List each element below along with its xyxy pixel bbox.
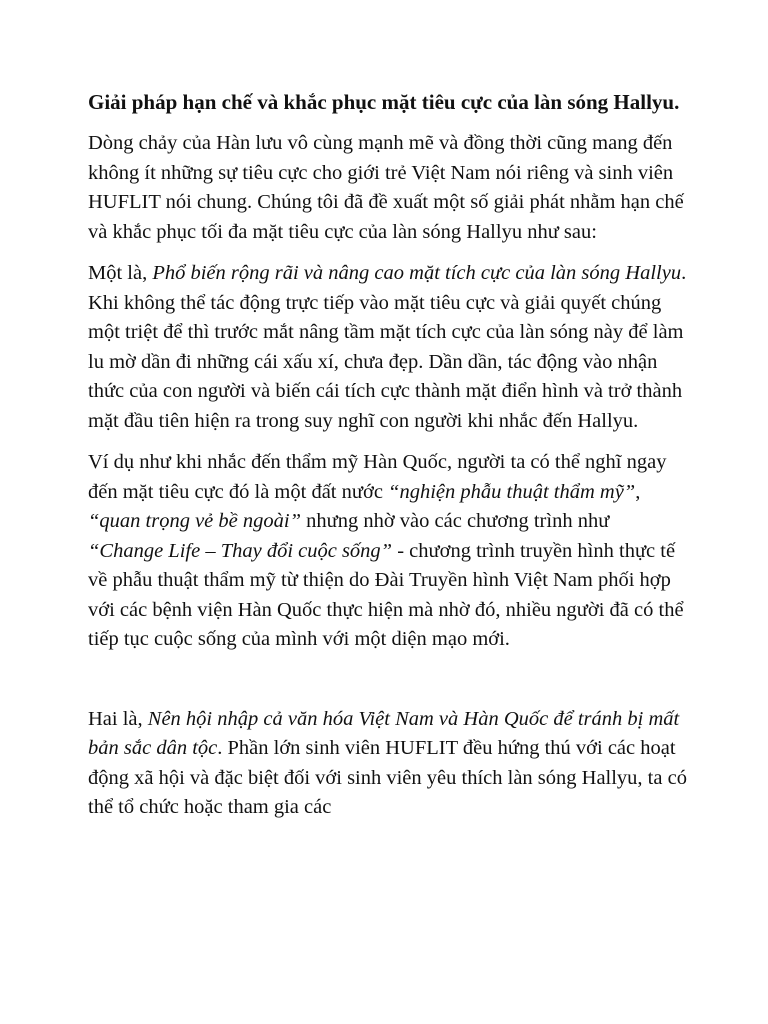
point-one-lead: Một là, bbox=[88, 262, 153, 284]
point-two-body: . Phần lớn sinh viên HUFLIT đều hứng thú với các hoạt động xã hội và đặc biệt đối với sinh viên yêu thích làn sóng Hallyu, ta có thể tổ chức hoặc tham gia các bbox=[88, 737, 687, 818]
intro-paragraph: Dòng chảy của Hàn lưu vô cùng mạnh mẽ và đồng thời cũng mang đến không ít những sự tiêu cực cho giới trẻ Việt Nam nói riêng và sinh viên HUFLIT nói chung. Chúng tôi đã đề xuất một số giải phát nhằm hạn chế và khắc phục tối đa mặt tiêu cực của làn sóng Hallyu như sau: bbox=[88, 132, 684, 243]
point-one-body: . Khi không thể tác động trực tiếp vào mặt tiêu cực và giải quyết chúng một triệt để thì trước mắt nâng tầm mặt tích cực của làn sóng này để làm lu mờ dần đi những cái xấu xí, chưa đẹp. Dần dần, tác động vào nhận thức của con người và biến cái tích cực thành mặt điển hình và trở thành mặt đầu tiên hiện ra trong suy nghĩ con người khi nhắc đến Hallyu. bbox=[88, 262, 687, 432]
example-text-2: , bbox=[635, 480, 641, 503]
document-page bbox=[88, 88, 688, 835]
example-quote-2: “quan trọng vẻ bề ngoài” bbox=[88, 510, 301, 532]
example-text-3: nhưng nhờ vào các chương trình như bbox=[300, 510, 610, 532]
point-two-paragraph bbox=[88, 705, 688, 823]
example-paragraph bbox=[88, 448, 688, 655]
point-two-lead: Hai là, bbox=[88, 707, 148, 730]
point-one-title: Phổ biến rộng rãi và nâng cao mặt tích cực của làn sóng Hallyu bbox=[152, 262, 682, 284]
example-text-4: - chương trình truyền hình thực tế về phẫu thuật thẩm mỹ từ thiện do Đài Truyền hình Việt Nam phối hợp với các bệnh viện Hàn Quốc thực hiện mà nhờ đó, nhiều người đã có thể tiếp tục cuộc sống của mình với một diện mạo mới. bbox=[88, 539, 684, 650]
example-quote-1: “nghiện phẫu thuật thẩm mỹ” bbox=[388, 480, 636, 503]
example-quote-3: “Change Life – Thay đổi cuộc sống” bbox=[88, 539, 393, 562]
document-heading: Giải pháp hạn chế và khắc phục mặt tiêu cực của làn sóng Hallyu. bbox=[88, 90, 680, 114]
point-two-title: Nên hội nhập cả văn hóa Việt Nam và Hàn Quốc để tránh bị mất bản sắc dân tộc bbox=[88, 707, 680, 759]
point-one-paragraph bbox=[88, 259, 688, 436]
example-text-1: Ví dụ như khi nhắc đến thẩm mỹ Hàn Quốc, người ta có thể nghĩ ngay đến mặt tiêu cực đó là một đất nước bbox=[88, 451, 667, 503]
